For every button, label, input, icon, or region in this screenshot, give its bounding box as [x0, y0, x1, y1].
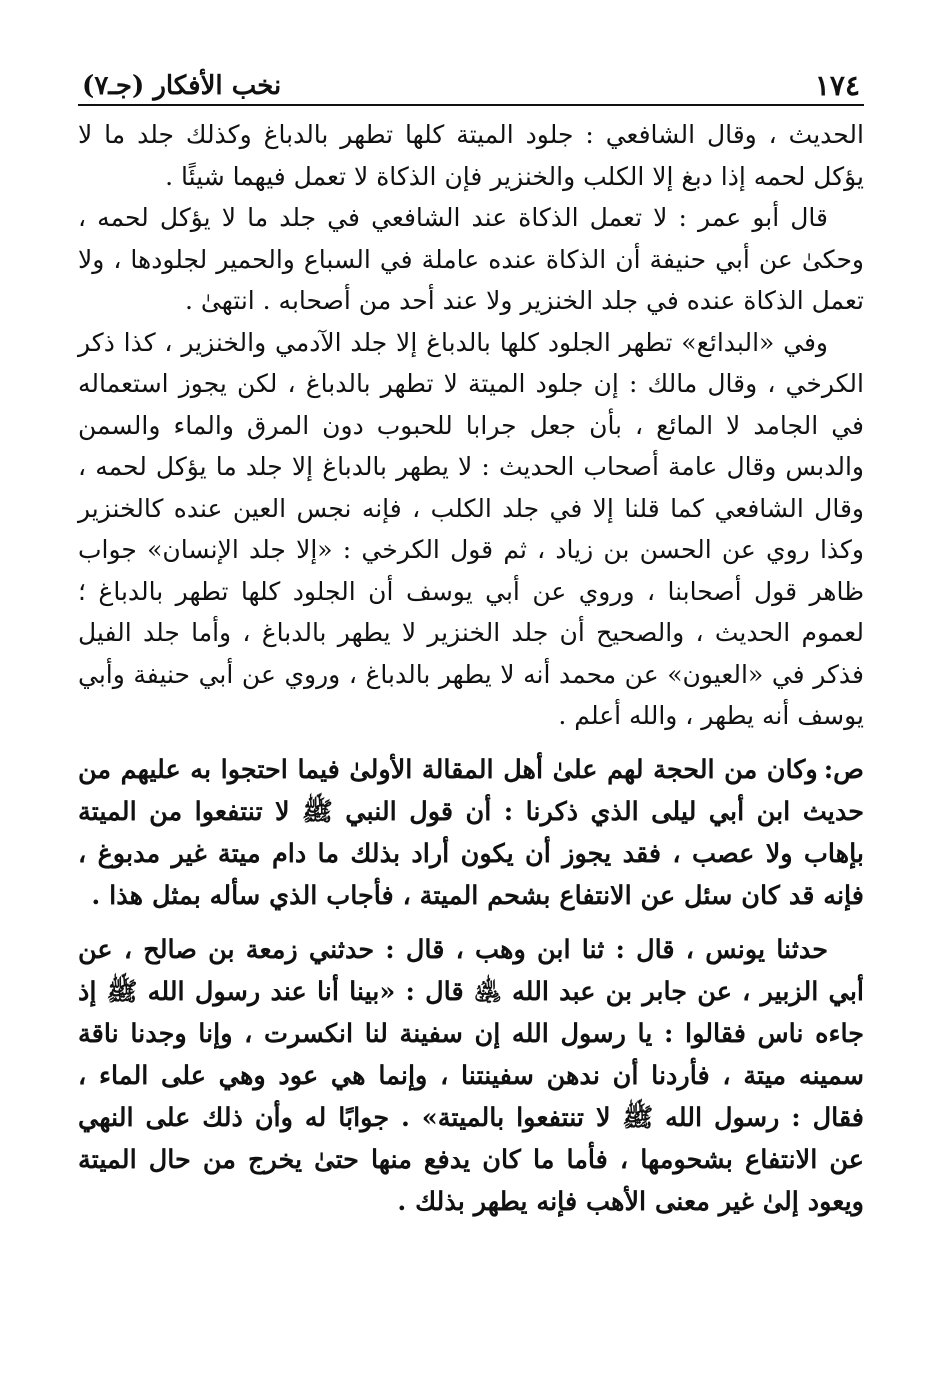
running-title: نخب الأفكار (جـ٧)	[82, 71, 282, 101]
page-header	[78, 62, 864, 102]
matn-paragraph	[78, 749, 864, 917]
header-divider	[78, 104, 864, 106]
page-number: ١٧٤	[814, 69, 860, 102]
commentary-paragraph: قال أبو عمر : لا تعمل الذكاة عند الشافعي في جلد ما لا يؤكل لحمه ، وحكىٰ عن أبي حنيفة أن الذكاة عنده عاملة في السباع والحمير لجلودها ، ولا تعمل الذكاة عنده في جلد الخنزير ولا عند أحد من أصحابه . انتهىٰ .	[78, 203, 864, 315]
commentary-paragraph: وفي «البدائع» تطهر الجلود كلها بالدباغ إلا جلد الآدمي والخنزير ، كذا ذكر الكرخي ، وقال مالك : إن جلود الميتة لا تطهر بالدباغ ، لكن يجوز استعماله في الجامد لا المائع ، بأن جعل جرابا للحبوب دون المرق والماء والسمن والدبس وقال عامة أصحاب الحديث : لا يطهر بالدباغ إلا جلد ما يؤكل لحمه ، وقال الشافعي كما قلنا إلا في جلد الكلب ، فإنه نجس العين عنده كالخنزير وكذا روي عن الحسن بن زياد ، ثم قول الكرخي : «إلا جلد الإنسان» جواب ظاهر قول أصحابنا ، وروي عن أبي يوسف أن الجلود كلها تطهر بالدباغ ؛ لعموم الحديث ، والصحيح أن جلد الخنزير لا يطهر بالدباغ ، وأما جلد الفيل فذكر في «العيون» عن محمد أنه لا يطهر بالدباغ ، وروي عن أبي حنيفة وأبي يوسف أنه يطهر ، والله أعلم .	[78, 327, 864, 730]
commentary-paragraph: الحديث ، وقال الشافعي : جلود الميتة كلها تطهر بالدباغ وكذلك جلد ما لا يؤكل لحمه إذا دبغ إلا الكلب والخنزير فإن الذكاة لا تعمل فيهما شيئًا .	[78, 120, 864, 191]
book-page	[78, 62, 864, 1352]
matn-text: وكان من الحجة لهم علىٰ أهل المقالة الأولىٰ فيما احتجوا به عليهم من حديث ابن أبي ليلى الذي ذكرنا : أن قول النبي ﷺ لا تنتفعوا من الميتة بإهاب ولا عصب ، فقد يجوز أن يكون أراد بذلك ما دام ميتة غير مدبوغ ، فإنه قد كان سئل عن الانتفاع بشحم الميتة ، فأجاب الذي سأله بمثل هذا .	[78, 754, 864, 911]
matn-label: ص:	[823, 754, 864, 785]
matn-paragraph: حدثنا يونس ، قال : ثنا ابن وهب ، قال : حدثني زمعة بن صالح ، عن أبي الزبير ، عن جابر بن عبد الله ﵁ قال : «بينا أنا عند رسول الله ﷺ إذ جاءه ناس فقالوا : يا رسول الله إن سفينة لنا انكسرت ، وإنا وجدنا ناقة سمينه ميتة ، فأردنا أن ندهن سفينتنا ، وإنما هي عود وهي على الماء ، فقال : رسول الله ﷺ لا تنتفعوا بالميتة» . جوابًا له وأن ذلك على النهي عن الانتفاع بشحومها ، فأما ما كان يدفع منها حتىٰ يخرج من حال الميتة ويعود إلىٰ غير معنى الأهب فإنه يطهر بذلك .	[78, 934, 864, 1217]
